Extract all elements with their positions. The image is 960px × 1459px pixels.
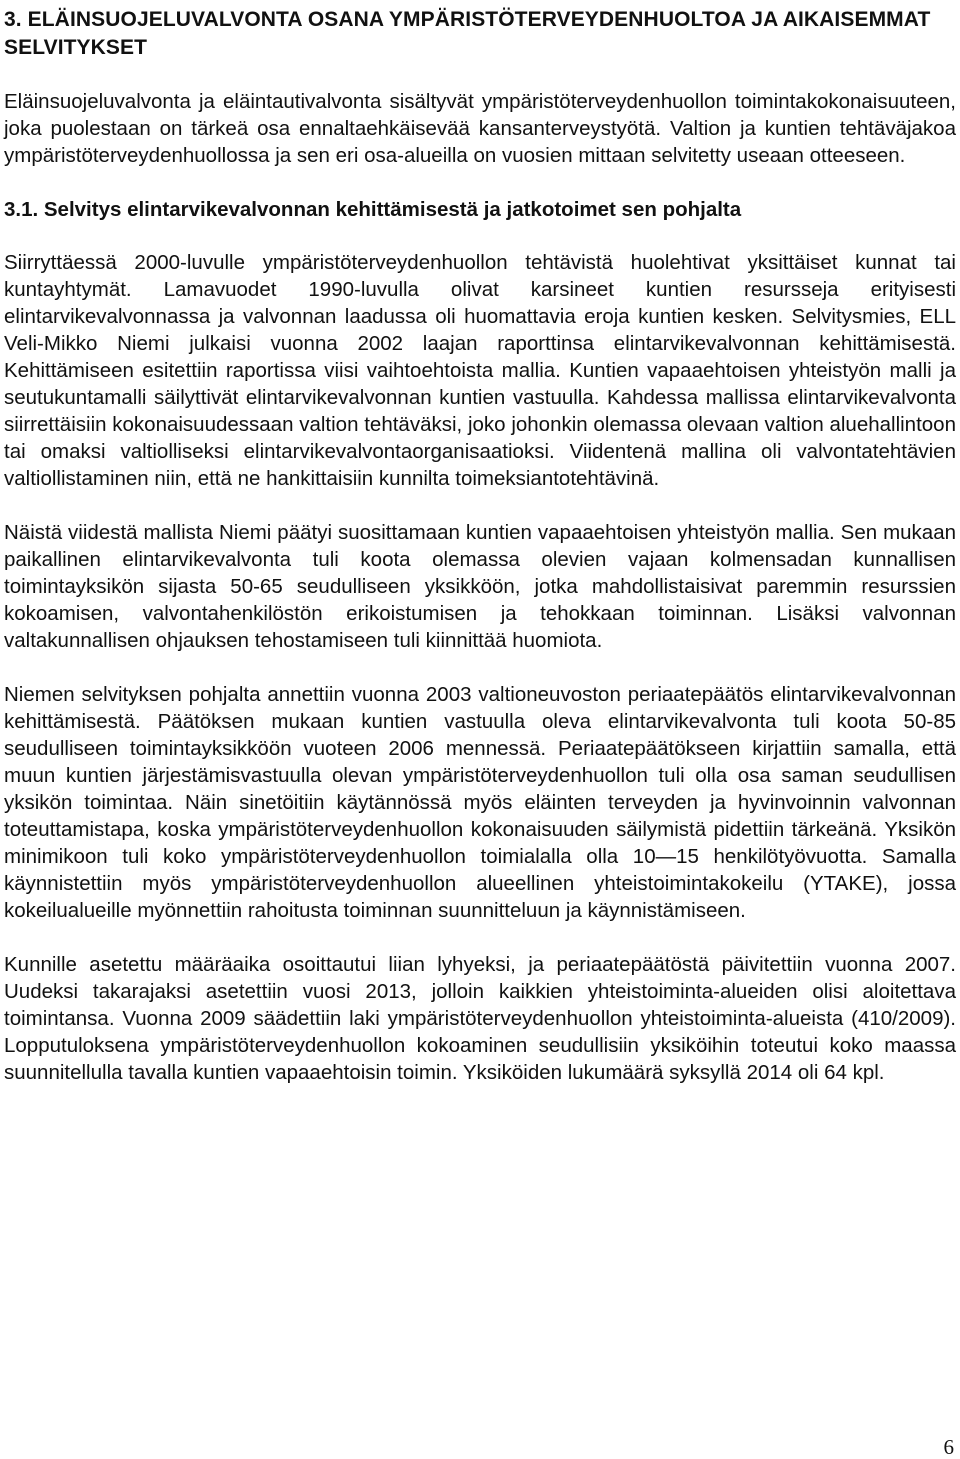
section-paragraph-3: Niemen selvityksen pohjalta annettiin vuonna 2003 valtioneuvoston periaatepäätös elintarvikevalvonnan kehittämisestä. Päätöksen mukaan kuntien vastuulla oleva elintarvikevalvonta tuli koota 50-85 seudulliseen toimintayksikköön vuoteen 2006 mennessä. Periaatepäätökseen kirjattiin samalla, että muun kuntien järjestämisvastuulla olevan ympäristöterveydenhuollon tuli olla osa saman seudullisen yksikön toimintaa. Näin sinetöitiin käytännössä myös eläinten terveyden ja hyvinvoinnin valvonnan toteuttamistapa, koska ympäristöterveydenhuollon kokonaisuuden säilymistä pidettiin tärkeänä. Yksikön minimikoon tuli koko ympäristöterveydenhuollon toimialalla olla 10—15 henkilötyövuotta. Samalla käynnistettiin myös ympäristöterveydenhuollon alueellinen yhteistoimintakokeilu (YTAKE), jossa kokeilualueille myönnettiin rahoitusta toiminnan suunnitteluun ja käynnistämiseen. <box>4 683 956 922</box>
page-number: 6 <box>943 1435 954 1459</box>
section-paragraph-4: Kunnille asetettu määräaika osoittautui liian lyhyeksi, ja periaatepäätöstä päivitettiin vuonna 2007. Uudeksi takarajaksi asetettiin vuosi 2013, jolloin kaikkien yhteistoiminta-alueiden olisi aloitettava toimintansa. Vuonna 2009 säädettiin laki ympäristöterveydenhuollon yhteistoiminta-alueista (410/2009). Lopputuloksena ympäristöterveydenhuollon kokoaminen seudullisiin yksiköihin toteutui koko maassa suunnitellulla tavalla kuntien vapaaehtoisin toimin. Yksiköiden lukumäärä syksyllä 2014 oli 64 kpl. <box>4 953 956 1084</box>
section-paragraph-1: Siirryttäessä 2000-luvulle ympäristöterveydenhuollon tehtävistä huolehtivat yksittäiset kunnat tai kuntayhtymät. Lamavuodet 1990-luvulla olivat karsineet kuntien resursseja erityisesti elintarvikevalvonnassa ja valvonnan laadussa oli huomattavia eroja kuntien kesken. Selvitysmies, ELL Veli-Mikko Niemi julkaisi vuonna 2002 laajan raporttinsa elintarvikevalvonnan kehittämisestä. Kehittämiseen esitettiin raportissa viisi vaihtoehtoista mallia. Kuntien vapaaehtoisen yhteistyön malli ja seutukuntamalli säilyttivät elintarvikevalvonnan kuntien vastuulla. Kahdessa mallissa elintarvikevalvonta siirrettäisiin kokonaisuudessaan valtion tehtäväksi, joko johonkin olemassa olevaan valtion aluehallintoon tai omaksi valtiolliseksi elintarvikevalvontaorganisaatioksi. Viidentenä mallina oli valvontatehtävien valtiollistaminen niin, että ne hankittaisiin kunnilta toimeksiantotehtävinä. <box>4 251 956 490</box>
document-page <box>4 0 956 1459</box>
section-title: 3.1. Selvitys elintarvikevalvonnan kehittämisestä ja jatkotoimet sen pohjalta <box>4 198 742 221</box>
chapter-title: 3. ELÄINSUOJELUVALVONTA OSANA YMPÄRISTÖTERVEYDENHUOLTOA JA AIKAISEMMAT SELVITYKSET <box>4 8 931 59</box>
section-paragraph-2: Näistä viidestä mallista Niemi päätyi suosittamaan kuntien vapaaehtoisen yhteistyön mallia. Sen mukaan paikallinen elintarvikevalvonta tuli koota olemassa olevien vajaan kolmensadan kunnallisen toimintayksikön sijasta 50-65 seudulliseen yksikköön, jotka mahdollistaisivat paremmin resurssien kokoamisen, valvontahenkilöstön erikoistumisen ja tehokkaan toiminnan. Lisäksi valvonnan valtakunnallisen ohjauksen tehostamiseen tuli kiinnittää huomiota. <box>4 521 956 652</box>
chapter-intro-paragraph: Eläinsuojeluvalvonta ja eläintautivalvonta sisältyvät ympäristöterveydenhuollon toimintakokonaisuuteen, joka puolestaan on tärkeä osa ennaltaehkäisevää kansanterveystyötä. Valtion ja kuntien tehtäväjakoa ympäristöterveydenhuollossa ja sen eri osa-alueilla on vuosien mittaan selvitetty useaan otteeseen. <box>4 90 956 167</box>
